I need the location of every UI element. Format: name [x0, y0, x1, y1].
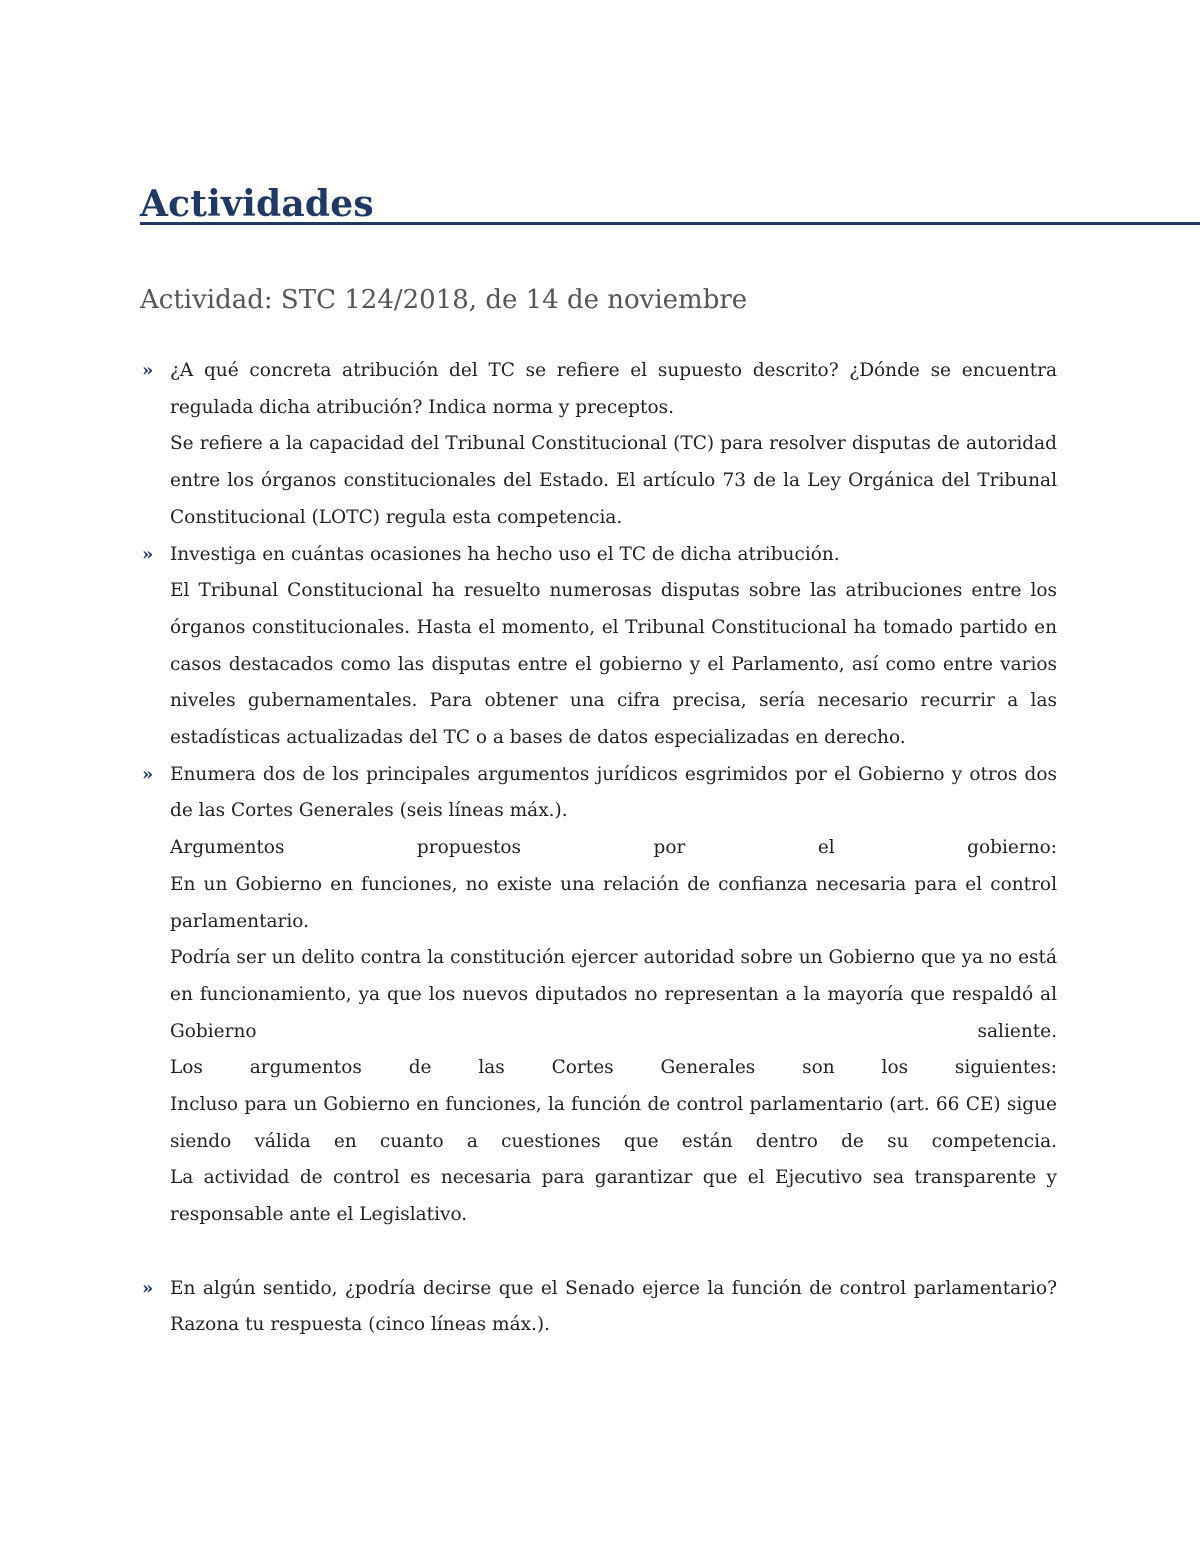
question-item-3 — [140, 757, 1057, 1234]
answer-paragraph: En un Gobierno en funciones, no existe una relación de confianza necesaria para el control parlamentario. — [170, 873, 1057, 932]
bullet-chevron-icon: » — [142, 543, 154, 565]
bullet-chevron-icon: » — [142, 763, 154, 785]
title-rule — [140, 222, 1200, 225]
question-text: Enumera dos de los principales argumentos jurídicos esgrimidos por el Gobierno y otros dos de las Cortes Generales (seis líneas máx.). — [170, 763, 1057, 822]
answer-paragraph: La actividad de control es necesaria para garantizar que el Ejecutivo sea transparente y responsable ante el Legislativo. — [170, 1167, 1057, 1226]
page-title: Actividades — [140, 183, 374, 225]
question-text: ¿A qué concreta atribución del TC se refiere el supuesto descrito? ¿Dónde se encuentra regulada dicha atribución? Indica norma y preceptos. — [170, 360, 1057, 418]
activity-subtitle: Actividad: STC 124/2018, de 14 de noviembre — [140, 285, 748, 315]
question-item-4 — [140, 1271, 1057, 1344]
bullet-chevron-icon: » — [142, 360, 154, 381]
answer-paragraph: Podría ser un delito contra la constitución ejercer autoridad sobre un Gobierno que ya no está en funcionamiento, ya que los nuevos diputados no representan a la mayoría que respaldó al Gobierno saliente. — [170, 947, 1057, 1042]
answer-paragraph: El Tribunal Constitucional ha resuelto numerosas disputas sobre las atribuciones entre los órganos constitucionales. Hasta el momento, el Tribunal Constitucional ha tomado partido en casos destacados como las disputas entre el gobierno y el Parlamento, así como entre varios niveles gubernamentales. Para obtener una cifra precisa, sería necesario recurrir a las estadísticas actualizadas del TC o a bases de datos especializadas en derecho. — [170, 580, 1057, 749]
answer-heading-government: Argumentos propuestos por el gobierno: — [170, 837, 1057, 859]
question-text: En algún sentido, ¿podría decirse que el Senado ejerce la función de control parlamentario? Razona tu respuesta (cinco líneas máx.). — [170, 1277, 1057, 1336]
answer-paragraph: Se refiere a la capacidad del Tribunal Constitucional (TC) para resolver disputas de autoridad entre los órganos constitucionales del Estado. El artículo 73 de la Ley Orgánica del Tribunal Constitucional (LOTC) regula esta competencia. — [170, 433, 1057, 528]
answer-paragraph: Incluso para un Gobierno en funciones, la función de control parlamentario (art. 66 CE) sigue siendo válida en cuanto a cuestiones que están dentro de su competencia. — [170, 1094, 1057, 1152]
activity-question-list — [140, 353, 1057, 1344]
bullet-chevron-icon: » — [142, 1277, 154, 1299]
question-item-1 — [140, 353, 1057, 537]
answer-heading-cortes: Los argumentos de las Cortes Generales son los siguientes: — [170, 1057, 1057, 1079]
spacer — [140, 1234, 1057, 1271]
question-text: Investiga en cuántas ocasiones ha hecho uso el TC de dicha atribución. — [170, 543, 840, 565]
question-item-2 — [140, 537, 1057, 757]
